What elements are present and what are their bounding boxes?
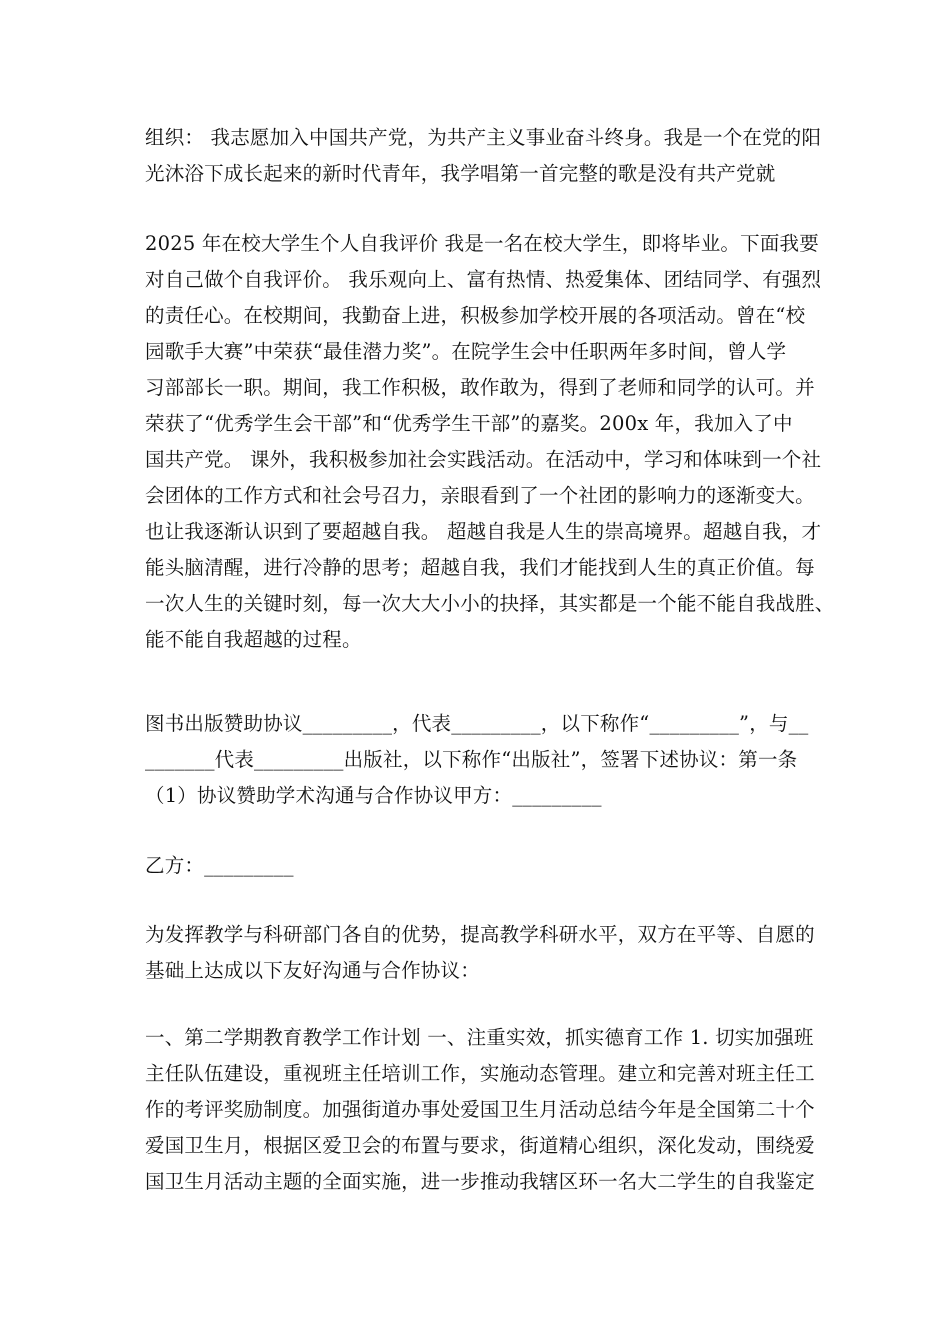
text-line: （1）协议赞助学术沟通与合作协议甲方：_________ [145, 784, 602, 807]
text-line: 荣获了“优秀学生会干部”和“优秀学生干部”的嘉奖。200x 年，我加入了中 [145, 412, 793, 435]
text-line: 国共产党。 课外，我积极参加社会实践活动。在活动中，学习和体味到一个社 [145, 448, 822, 471]
text-line: 对自己做个自我评价。 我乐观向上、富有热情、热爱集体、团结同学、有强烈 [145, 268, 822, 291]
text-line: 2025 年在校大学生个人自我评价 我是一名在校大学生，即将毕业。下面我要 [145, 232, 819, 255]
text-line: 的责任心。在校期间，我勤奋上进，积极参加学校开展的各项活动。曾在“校 [145, 304, 806, 327]
text-line: 也让我逐渐认识到了要超越自我。 超越自我是人生的崇高境界。超越自我，才 [145, 520, 822, 543]
text-line: 国卫生月活动主题的全面实施，进一步推动我辖区环一名大二学生的自我鉴定 [145, 1170, 815, 1193]
text-line: 一次人生的关键时刻，每一次大大小小的抉择，其实都是一个能不能自我战胜、 [145, 592, 835, 615]
paragraph-self-evaluation [145, 226, 835, 658]
text-line: 组织： 我志愿加入中国共产党，为共产主义事业奋斗终身。我是一个在党的阳 [145, 126, 822, 149]
text-line: 乙方：_________ [145, 854, 294, 877]
text-line: 基础上达成以下友好沟通与合作协议： [145, 959, 480, 982]
paragraph-cooperation-intro [145, 917, 815, 989]
text-line: 图书出版赞助协议_________，代表_________，以下称作“_________”，与__ [145, 712, 809, 735]
text-line: 作的考评奖励制度。加强街道办事处爱国卫生月活动总结今年是全国第二十个 [145, 1098, 815, 1121]
text-line: 爱国卫生月，根据区爱卫会的布置与要求，街道精心组织，深化发动，围绕爱 [145, 1134, 815, 1157]
text-line: 习部部长一职。期间，我工作积极，敢作敢为，得到了老师和同学的认可。并 [145, 376, 815, 399]
text-line: 一、第二学期教育教学工作计划 一、注重实效，抓实德育工作 1. 切实加强班 [145, 1026, 814, 1049]
text-line: 光沐浴下成长起来的新时代青年，我学唱第一首完整的歌是没有共产党就 [145, 162, 776, 185]
text-line: 会团体的工作方式和社会号召力，亲眼看到了一个社团的影响力的逐渐变大。 [145, 484, 815, 507]
text-line: 为发挥教学与科研部门各自的优势，提高教学科研水平，双方在平等、自愿的 [145, 923, 815, 946]
paragraph-sponsorship-agreement [145, 706, 815, 814]
text-line: 园歌手大赛”中荣获“最佳潜力奖”。在院学生会中任职两年多时间，曾人学 [145, 340, 787, 363]
paragraph-party-b [145, 848, 815, 884]
text-line: _______代表_________出版社，以下称作“出版社”，签署下述协议：第一条 [145, 748, 798, 771]
text-line: 能头脑清醒，进行冷静的思考；超越自我，我们才能找到人生的真正价值。每 [145, 556, 815, 579]
text-line: 主任队伍建设，重视班主任培训工作，实施动态管理。建立和完善对班主任工 [145, 1062, 815, 1085]
paragraph-teaching-plan [145, 1020, 815, 1200]
paragraph-party-application [145, 120, 822, 192]
text-line: 能不能自我超越的过程。 [145, 628, 362, 651]
